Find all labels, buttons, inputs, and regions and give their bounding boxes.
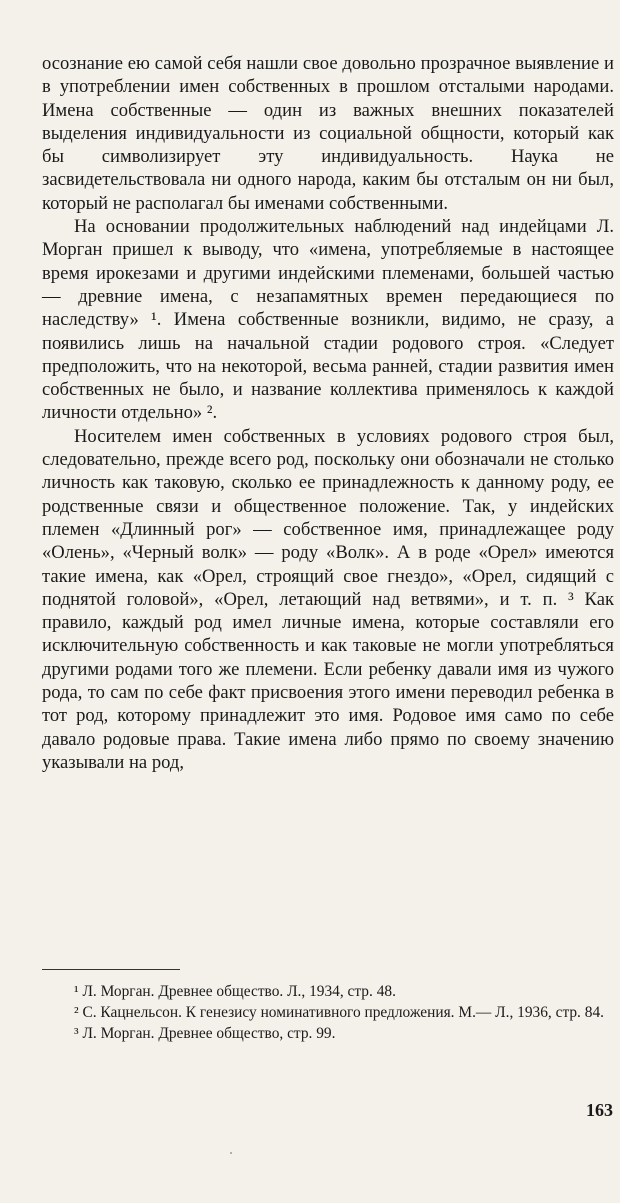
page-number: 163 — [586, 1100, 613, 1120]
footnotes — [42, 981, 614, 1044]
footnote-2: ² С. Кацнельсон. К генезису номинативного предложения. М.— Л., 1936, стр. 84. — [74, 1004, 604, 1021]
footnote-3: ³ Л. Морган. Древнее общество, стр. 99. — [74, 1025, 336, 1042]
paragraph-2: На основании продолжительных наблюдений над индейцами Л. Морган пришел к выводу, что «имена, употребляемые в настоящее время ирокезами и другими индейскими племенами, большей частью — древние имена, с незапамятных времен передающиеся по наследству» ¹. Имена собственные возникли, видимо, не сразу, а появились лишь на начальной стадии родового строя. «Следует предположить, что на некоторой, весьма ранней, стадии развития имен собственных не было, и название коллектива применялось к каждой личности отдельно» ². — [42, 216, 614, 424]
footnote-separator — [42, 969, 180, 970]
body-text — [42, 52, 614, 774]
footnote-1: ¹ Л. Морган. Древнее общество. Л., 1934, стр. 48. — [74, 983, 396, 1000]
paragraph-1: осознание ею самой себя нашли свое довольно прозрачное выявление и в употреблении имен собственных в прошлом отсталыми народами. Имена собственные — один из важных внешних показателей выделения индивидуальности из социальной общности, который как бы символизирует эту индивидуальность. Наука не засвидетельствовала ни одного народа, каким бы отсталым он ни был, который не располагал бы именами собственными. — [42, 53, 614, 214]
paragraph-3: Носителем имен собственных в условиях родового строя был, следовательно, прежде всего род, поскольку они обозначали не столько личность как таковую, сколько ее принадлежность к данному роду, ее родственные связи и общественное положение. Так, у индейских племен «Длинный рог» — собственное имя, принадлежащее роду «Олень», «Черный волк» — роду «Волк». А в роде «Орел» имеются такие имена, как «Орел, строящий свое гнездо», «Орел, сидящий с поднятой головой», «Орел, летающий над ветвями», и т. п. ³ Как правило, каждый род имел личные имена, которые составляли его исключительную собственность и как таковые не могли употребляться другими родами того же племени. Если ребенку давали имя из чужого рода, то сам по себе факт присвоения этого имени переводил ребенка в тот род, которому принадлежит это имя. Родовое имя само по себе давало родовые права. Такие имена либо прямо по своему значению указывали на род, — [42, 425, 614, 773]
print-speck — [230, 1152, 232, 1154]
